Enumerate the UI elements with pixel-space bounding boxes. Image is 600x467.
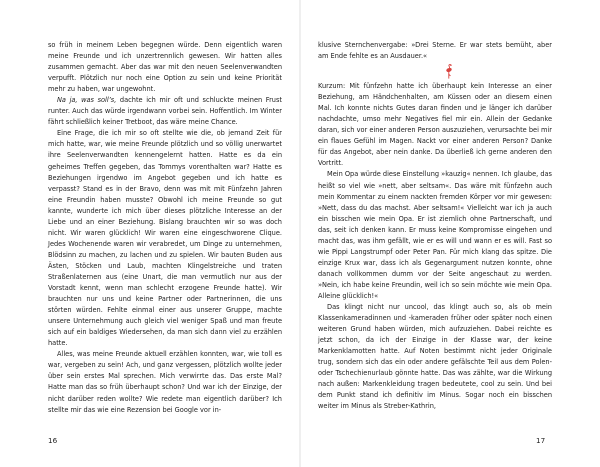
right-paragraph-1: klusive Sternchenvergabe: »Drei Sterne. Er war stets bemüht, aber am Ende fehlte es an Ausdauer.«	[318, 41, 552, 61]
left-paragraph-2: Na ja, was soll’s, dachte ich mir oft und schluckte meinen Frust runter. Auch das würde irgendwann vorbei sein. Hoffentlich. Im Winter fährt schließlich keiner Tretboot, das wäre meine Chance.	[48, 96, 282, 127]
page-number-right: 17	[536, 436, 546, 445]
right-page	[318, 40, 552, 413]
left-page	[48, 40, 282, 416]
right-paragraph-3: Mein Opa würde diese Einstellung »kauzig« nennen. Ich glaube, das heißt so viel wie »nett, aber seltsam«. Das wäre mit fünfzehn auch mein Kommentar zu einem nackten fremden Körper vor mir gewesen: »Nett, dass du das machst. Aber seltsam!« Vielleicht war ich ja auch ein bisschen wie mein Opa. Er ist ziemlich ohne Partnerschaft, und das, seit ich denken kann. Er muss keine Kompromisse eingehen und macht das, was ihm gefällt, wie er es will und wann er es will. Fast so wie Pippi Langstrumpf oder Peter Pan. Für mich klang das spitze. Die einzige Krux war, dass ich als Gegenargument nutzen konnte, ohne danach vollkommen dumm vor der Seite angeschaut zu werden. »Nein, ich habe keine Freundin, weil ich so sein möchte wie mein Opa. Alleine glücklich!«	[318, 170, 552, 300]
right-paragraph-2: Kurzum: Mit fünfzehn hatte ich überhaupt kein Interesse an einer Beziehung, am Händchenhalten, am Küssen oder an diesem einen Mal. Ich konnte nichts Gutes daran finden und je länger ich darüber nachdachte, umso mehr Negatives fiel mir ein. Allein der Gedanke daran, sich vor einer anderen Person auszuziehen, verursachte bei mir ein flaues Gefühl im Magen. Nackt vor einer anderen Person? Danke für das Angebot, aber nein danke. Da überließ ich gerne anderen den Vortritt.	[318, 82, 552, 168]
left-paragraph-4: Alles, was meine Freunde aktuell erzählen konnten, war, wie toll es war, vergeben zu sein! Ach, und ganz vergessen, plötzlich wollte jeder über sein erstes Mal sprechen. Mich verwirrte das. Das erste Mal? Hatte man das so früh überhaupt schon? Und war ich der Einzige, der nicht darüber reden wollte? Wie redete man eigentlich darüber? Ich stellte mir das wie eine Rezension bei Google vor in-	[48, 350, 282, 414]
flamingo-icon	[444, 63, 454, 79]
right-paragraph-4: Das klingt nicht nur uncool, das klingt auch so, als ob mein Klassenkameradinnen und -kameraden früher oder später noch einen weiteren Grund haben würden, mich aufzuziehen. Dabei reichte es jetzt schon, da ich der Einzige in der Klasse war, der keine Markenklamotten hatte. Auf Noten bestimmt nicht jeder Originale trug, sondern sich das ein oder andere gefälschte Teil aus dem Polen- oder Tschechienurlaub gönnte hatte. Das was zählte, war die Wirkung nach außen: Markenkleidung tragen bedeutete, cool zu sein. Und bei dem Punkt stand ich definitiv im Minus. Sogar noch ein bisschen weiter im Minus als Streber-Kathrin,	[318, 303, 552, 411]
left-paragraph-3: Eine Frage, die ich mir so oft stellte wie die, ob jemand Zeit für mich hatte, war, wie meine Freunde plötzlich und so völlig unerwartet ihre Seelenverwandten kennengelernt hatten. Hatte es da ein geheimes Treffen gegeben, das Tommys vorenthalten war? Hatte es Beziehungen irgendwo im Angebot gegeben und ich hatte es verpasst? Stand es in der Bravo, denn was mit mit Fünfzehn Jahren eine Freundin haben musste? Obwohl ich meine Freunde so gut kannte, wunderte ich mich über dieses plötzliche Interesse an der Liebe und an einer Beziehung. Bislang brauchten wir so was doch nicht. Wir waren glücklich! Wir waren eine eingeschworene Clique. Jedes Wochenende waren wir verabredet, um Dinge zu unternehmen, Blödsinn zu machen, zu lachen und zu spielen. Wir bauten Buden aus Ästen, Stöcken und Laub, machten Klingelstreiche und traten Straßenlaternen aus (eine Unart, die man vermutlich nur aus der Vorstadt kennt, wenn man schlecht erzogene Freunde hatte). Wir brauchten nur uns und keine Partner oder Partnerinnen, die uns störten würden. Fehlte einmal einer aus unserer Gruppe, machte unsere Unternehmung auch gleich viel weniger Spaß und man freute sich auf ein baldiges Wiedersehen, da man sich dann viel zu erzählen hatte.	[48, 129, 282, 348]
left-paragraph-1: so früh in meinem Leben begegnen würde. Denn eigentlich waren meine Freunde und ich unzertrennlich gewesen. Wir hatten alles zusammen gemacht. Aber das war mit den neuen Seelenverwandten verpufft. Plötzlich nur noch eine Option zu sein und keine Priorität mehr zu haben, war ungewohnt.	[48, 41, 282, 94]
italic-interjection: Na ja, was soll’s,	[57, 96, 117, 105]
book-gutter	[299, 0, 301, 467]
page-number-left: 16	[48, 436, 58, 445]
